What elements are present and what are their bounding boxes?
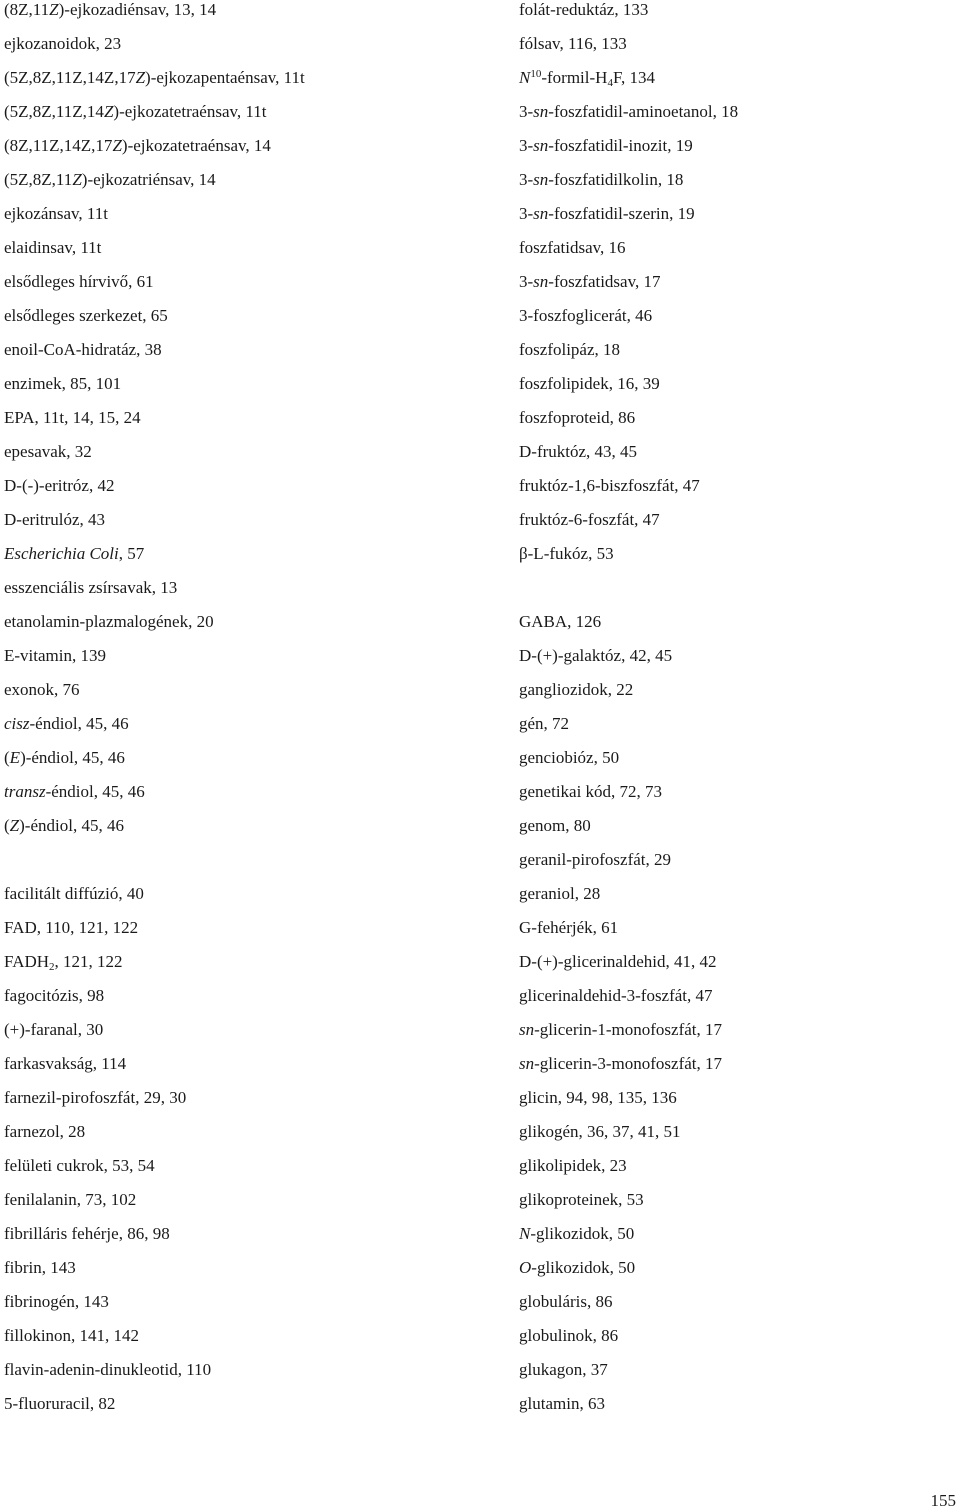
index-entry: 3-sn-foszfatidil-szerin, 19: [519, 204, 695, 223]
index-entry: farkasvakság, 114: [4, 1054, 127, 1073]
index-entry: folát-reduktáz, 133: [519, 0, 649, 19]
index-entry: sn-glicerin-3-monofoszfát, 17: [519, 1054, 723, 1073]
index-entry: sn-glicerin-1-monofoszfát, 17: [519, 1020, 723, 1039]
index-entry: D-fruktóz, 43, 45: [519, 442, 638, 461]
index-entry: geranil-pirofoszfát, 29: [519, 850, 671, 869]
index-entry: elaidinsav, 11t: [4, 238, 102, 257]
index-entry: foszfatidsav, 16: [519, 238, 626, 257]
index-entry: D-(+)-glicerinaldehid, 41, 42: [519, 952, 717, 971]
index-entry: O-glikozidok, 50: [519, 1258, 636, 1277]
index-entry: FAD, 110, 121, 122: [4, 918, 139, 937]
index-entry: G-fehérjék, 61: [519, 918, 619, 937]
index-entry: felületi cukrok, 53, 54: [4, 1156, 155, 1175]
index-entry: ejkozanoidok, 23: [4, 34, 122, 53]
index-entry: foszfoproteid, 86: [519, 408, 636, 427]
index-entry: gangliozidok, 22: [519, 680, 634, 699]
index-entry: β-L-fukóz, 53: [519, 544, 614, 563]
index-entry: (Z)-éndiol, 45, 46: [4, 816, 124, 835]
index-entry: enzimek, 85, 101: [4, 374, 122, 393]
index-entry: fólsav, 116, 133: [519, 34, 627, 53]
index-entry: elsődleges hírvivő, 61: [4, 272, 154, 291]
index-entry: facilitált diffúzió, 40: [4, 884, 144, 903]
index-entry: $N^{10}-formil-H_4F$, 134: [519, 68, 656, 89]
index-entry: fillokinon, 141, 142: [4, 1326, 140, 1345]
index-entry: GABA, 126: [519, 612, 602, 631]
index-entry: glukagon, 37: [519, 1360, 608, 1379]
index-entry: (E)-éndiol, 45, 46: [4, 748, 125, 767]
index-entry: D-(-)-eritróz, 42: [4, 476, 115, 495]
index-entry: farnezol, 28: [4, 1122, 86, 1141]
index-entry: fruktóz-1,6-biszfoszfát, 47: [519, 476, 700, 495]
index-entry: EPA, 11t, 14, 15, 24: [4, 408, 141, 427]
index-entry: (8Z,11Z)-ejkozadiénsav, 13, 14: [4, 0, 217, 19]
index-entry: ejkozánsav, 11t: [4, 204, 109, 223]
index-entry: 3-sn-foszfatidil-aminoetanol, 18: [519, 102, 739, 121]
index-entry: 3-sn-foszfatidil-inozit, 19: [519, 136, 693, 155]
index-entry: $FADH_2$, 121, 122: [4, 952, 123, 973]
index-entry: fibrinogén, 143: [4, 1292, 109, 1311]
index-entry: foszfolipidek, 16, 39: [519, 374, 660, 393]
index-entry: genciobióz, 50: [519, 748, 620, 767]
index-entry: glicin, 94, 98, 135, 136: [519, 1088, 677, 1107]
index-entry: fibrilláris fehérje, 86, 98: [4, 1224, 170, 1243]
index-entry: globulinok, 86: [519, 1326, 619, 1345]
index-entry: (+)-faranal, 30: [4, 1020, 104, 1039]
index-entry: glikogén, 36, 37, 41, 51: [519, 1122, 681, 1141]
index-entry: glikoproteinek, 53: [519, 1190, 644, 1209]
index-entry: D-eritrulóz, 43: [4, 510, 106, 529]
index-entry: globuláris, 86: [519, 1292, 613, 1311]
index-entry: Escherichia Coli, 57: [4, 544, 145, 563]
index-entry: fagocitózis, 98: [4, 986, 105, 1005]
index-entry: genom, 80: [519, 816, 591, 835]
index-entry: esszenciális zsírsavak, 13: [4, 578, 178, 597]
index-entry: glikolipidek, 23: [519, 1156, 627, 1175]
index-entry: enoil-CoA-hidratáz, 38: [4, 340, 162, 359]
index-entry: transz-éndiol, 45, 46: [4, 782, 145, 801]
index-entry: geraniol, 28: [519, 884, 601, 903]
index-entry: (5Z,8Z,11Z)-ejkozatriénsav, 14: [4, 170, 216, 189]
index-entry: epesavak, 32: [4, 442, 92, 461]
index-entry: cisz-éndiol, 45, 46: [4, 714, 129, 733]
index-entry: 5-fluoruracil, 82: [4, 1394, 116, 1413]
index-entry: fibrin, 143: [4, 1258, 76, 1277]
index-entry: 3-foszfoglicerát, 46: [519, 306, 653, 325]
index-entry: D-(+)-galaktóz, 42, 45: [519, 646, 673, 665]
index-entry: farnezil-pirofoszfát, 29, 30: [4, 1088, 187, 1107]
index-entry: flavin-adenin-dinukleotid, 110: [4, 1360, 212, 1379]
index-entry: glicerinaldehid-3-foszfát, 47: [519, 986, 713, 1005]
index-entry: foszfolipáz, 18: [519, 340, 621, 359]
index-entry: 3-sn-foszfatidilkolin, 18: [519, 170, 684, 189]
index-entry: 3-sn-foszfatidsav, 17: [519, 272, 661, 291]
index-entry: gén, 72: [519, 714, 570, 733]
index-entry: E-vitamin, 139: [4, 646, 106, 665]
index-entry: fruktóz-6-foszfát, 47: [519, 510, 660, 529]
index-entry: elsődleges szerkezet, 65: [4, 306, 168, 325]
index-entry: glutamin, 63: [519, 1394, 605, 1413]
page-number: 155: [930, 1491, 956, 1510]
index-entry: (8Z,11Z,14Z,17Z)-ejkozatetraénsav, 14: [4, 136, 271, 155]
index-entry: N-glikozidok, 50: [519, 1224, 635, 1243]
index-entry: fenilalanin, 73, 102: [4, 1190, 137, 1209]
index-entry: (5Z,8Z,11Z,14Z)-ejkozatetraénsav, 11t: [4, 102, 267, 121]
index-entry: genetikai kód, 72, 73: [519, 782, 663, 801]
index-entry: etanolamin-plazmalogének, 20: [4, 612, 214, 631]
index-entry: (5Z,8Z,11Z,14Z,17Z)-ejkozapentaénsav, 11t: [4, 68, 305, 87]
index-entry: exonok, 76: [4, 680, 80, 699]
